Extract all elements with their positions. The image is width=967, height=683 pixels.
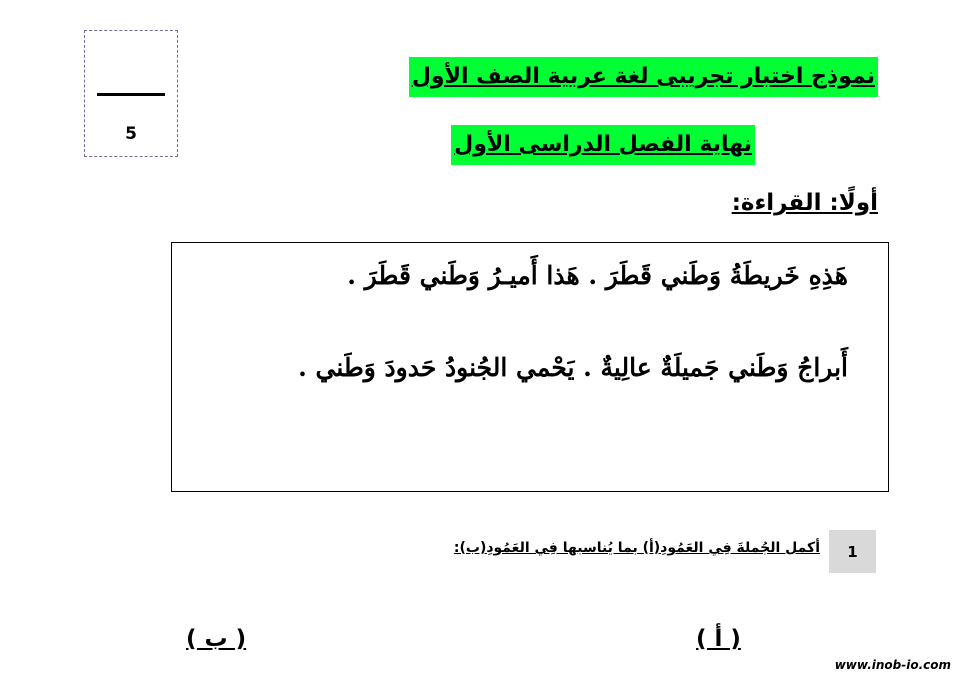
exam-title: نموذج اختبار تجريبى لغة عربية الصف الأول xyxy=(409,57,878,97)
score-value: 5 xyxy=(125,124,137,144)
score-blank-line xyxy=(97,93,165,96)
question-number: 1 xyxy=(829,530,876,573)
exam-subtitle: نهاية الفصل الدراسى الأول xyxy=(451,125,755,165)
column-b-label: ( ب ) xyxy=(186,626,247,652)
reading-passage-box xyxy=(171,242,889,492)
reading-line: هَذِهِ خَريطَةُ وَطَني قَطَرَ . هَذا أَميـرُ وَطَني قَطَرَ . xyxy=(347,261,848,290)
column-a-label: ( أ ) xyxy=(696,626,741,652)
site-watermark: www.inob-io.com xyxy=(834,658,951,672)
score-box xyxy=(84,30,178,157)
reading-heading: أولًا: القراءة: xyxy=(731,190,878,216)
reading-line: أَبراجُ وَطَني جَميلَةٌ عالِيةٌ . يَحْمي الجُنودُ حَدودَ وَطَني . xyxy=(298,353,848,382)
question-text: أكمل الجُملةَ فِي العَمُودِ(أ) بما يُناسبها فِي العَمُودِ(ب): xyxy=(453,540,820,556)
